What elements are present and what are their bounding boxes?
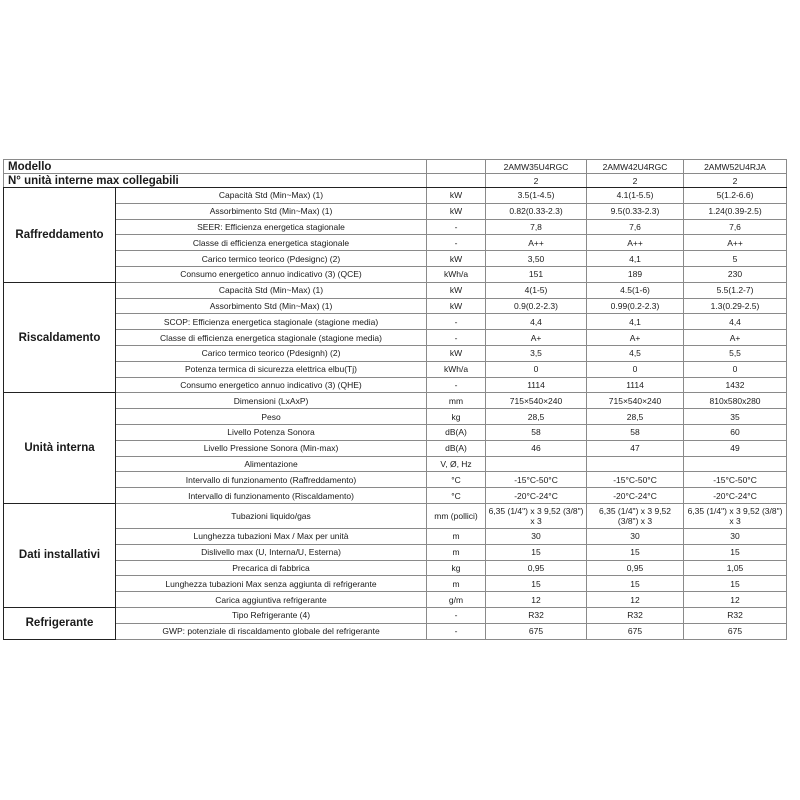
row-value: 4.1(1-5.5) [587,188,684,204]
row-unit: kW [427,298,486,314]
row-unit: - [427,314,486,330]
spec-row [4,251,787,267]
row-label: Peso [116,409,427,425]
row-label: Carica aggiuntiva refrigerante [116,592,427,608]
row-label: Assorbimento Std (Min~Max) (1) [116,203,427,219]
row-value: 0,95 [486,560,587,576]
row-value: A++ [587,235,684,251]
section-title: Unità interna [4,393,116,504]
spec-row [4,361,787,377]
spec-row [4,409,787,425]
row-value: -20°C-24°C [587,488,684,504]
row-value: 49 [684,440,787,456]
row-value: 30 [587,528,684,544]
row-unit: °C [427,488,486,504]
model-name: 2AMW52U4RJA [684,160,787,174]
row-label: Livello Pressione Sonora (Min-max) [116,440,427,456]
row-unit: mm (pollici) [427,503,486,528]
row-unit: m [427,576,486,592]
spec-row [4,456,787,472]
row-value: 675 [684,623,787,639]
row-unit: m [427,544,486,560]
spec-row [4,488,787,504]
row-unit: kWh/a [427,266,486,282]
max-units-value: 2 [587,174,684,188]
row-unit: kW [427,282,486,298]
spec-row [4,298,787,314]
row-value: -15°C-50°C [486,472,587,488]
spec-row [4,440,787,456]
row-value: 810x580x280 [684,393,787,409]
row-unit: - [427,623,486,639]
row-value: 15 [587,544,684,560]
row-unit: - [427,607,486,623]
row-unit: kW [427,345,486,361]
row-unit: - [427,377,486,393]
model-name: 2AMW35U4RGC [486,160,587,174]
row-unit: mm [427,393,486,409]
section-title: Riscaldamento [4,282,116,393]
row-label: Classe di efficienza energetica stagionale [116,235,427,251]
row-value: 0 [486,361,587,377]
row-value: 60 [684,424,787,440]
spec-table [3,159,787,640]
row-value: 58 [587,424,684,440]
spec-row [4,330,787,346]
header-row-model [4,160,787,174]
row-value: 4,1 [587,314,684,330]
row-unit: - [427,219,486,235]
row-value: 1432 [684,377,787,393]
row-value: A++ [684,235,787,251]
row-value: A+ [684,330,787,346]
row-value: 15 [684,544,787,560]
row-value: 0.82(0.33-2.3) [486,203,587,219]
spec-row [4,592,787,608]
row-value: 1.24(0.39-2.5) [684,203,787,219]
spec-row [4,345,787,361]
model-label: Modello [4,160,427,174]
row-value: 3,50 [486,251,587,267]
spec-row [4,424,787,440]
row-label: Carico termico teorico (Pdesignh) (2) [116,345,427,361]
row-unit: kWh/a [427,361,486,377]
spec-row [4,623,787,639]
row-value: 0 [684,361,787,377]
row-label: Consumo energetico annuo indicativo (3) (QHE) [116,377,427,393]
row-value: R32 [684,607,787,623]
row-label: Precarica di fabbrica [116,560,427,576]
row-value: R32 [486,607,587,623]
row-value: 12 [587,592,684,608]
row-unit: dB(A) [427,440,486,456]
row-value: 675 [486,623,587,639]
row-value: R32 [587,607,684,623]
row-value: 5(1.2-6.6) [684,188,787,204]
max-units-label: N° unità interne max collegabili [4,174,427,188]
row-value: A+ [486,330,587,346]
row-label: Alimentazione [116,456,427,472]
spec-row [4,282,787,298]
row-value: A+ [587,330,684,346]
row-label: Consumo energetico annuo indicativo (3) (QCE) [116,266,427,282]
row-value: -15°C-50°C [587,472,684,488]
row-value: 28,5 [587,409,684,425]
section-title: Dati installativi [4,503,116,607]
row-value: 4.5(1-6) [587,282,684,298]
row-value: 1,05 [684,560,787,576]
row-value: 12 [486,592,587,608]
row-value: 6,35 (1/4") x 3 9,52 (3/8") x 3 [684,503,787,528]
row-label: Classe di efficienza energetica stagionale (stagione media) [116,330,427,346]
row-label: Intervallo di funzionamento (Raffreddamento) [116,472,427,488]
row-value: 1.3(0.29-2.5) [684,298,787,314]
row-value: 4(1-5) [486,282,587,298]
row-value: 6,35 (1/4") x 3 9,52 (3/8") x 3 [587,503,684,528]
row-value: -15°C-50°C [684,472,787,488]
row-label: SCOP: Efficienza energetica stagionale (stagione media) [116,314,427,330]
row-value: -20°C-24°C [684,488,787,504]
row-value: 4,5 [587,345,684,361]
row-value: 715×540×240 [587,393,684,409]
row-value: 7,8 [486,219,587,235]
row-value: 58 [486,424,587,440]
row-value: 15 [486,576,587,592]
row-label: Tipo Refrigerante (4) [116,607,427,623]
row-label: Capacità Std (Min~Max) (1) [116,188,427,204]
row-value: 35 [684,409,787,425]
row-value: 30 [486,528,587,544]
row-value: 0.99(0.2-2.3) [587,298,684,314]
spec-row [4,219,787,235]
row-label: Carico termico teorico (Pdesignc) (2) [116,251,427,267]
row-value: 5.5(1.2-7) [684,282,787,298]
spec-row [4,503,787,528]
row-value: 12 [684,592,787,608]
spec-row [4,607,787,623]
row-unit: - [427,330,486,346]
spec-row [4,576,787,592]
row-value: 3,5 [486,345,587,361]
row-value: 5,5 [684,345,787,361]
header-unit-cell [427,160,486,174]
row-unit: kW [427,203,486,219]
row-value: 0 [587,361,684,377]
row-value: 47 [587,440,684,456]
row-label: Potenza termica di sicurezza elettrica elbu(Tj) [116,361,427,377]
section-title: Raffreddamento [4,188,116,283]
row-label: Assorbimento Std (Min~Max) (1) [116,298,427,314]
spec-row [4,528,787,544]
row-value: 4,4 [684,314,787,330]
row-value: 46 [486,440,587,456]
row-value: 7,6 [587,219,684,235]
row-unit: - [427,235,486,251]
row-value [486,456,587,472]
spec-row [4,235,787,251]
row-value: 0,95 [587,560,684,576]
row-value: 15 [486,544,587,560]
row-label: Tubazioni liquido/gas [116,503,427,528]
max-units-value: 2 [486,174,587,188]
row-value: 15 [587,576,684,592]
spec-row [4,314,787,330]
row-value: 3.5(1-4.5) [486,188,587,204]
spec-row [4,203,787,219]
row-unit: °C [427,472,486,488]
row-label: SEER: Efficienza energetica stagionale [116,219,427,235]
header-row-max-units [4,174,787,188]
row-value: 28,5 [486,409,587,425]
row-value: 4,4 [486,314,587,330]
row-label: GWP: potenziale di riscaldamento globale del refrigerante [116,623,427,639]
row-value: 6,35 (1/4") x 3 9,52 (3/8") x 3 [486,503,587,528]
row-unit: V, Ø, Hz [427,456,486,472]
row-unit: m [427,528,486,544]
row-value: 30 [684,528,787,544]
row-value: 0.9(0.2-2.3) [486,298,587,314]
row-unit: kW [427,188,486,204]
row-label: Dislivello max (U, Interna/U, Esterna) [116,544,427,560]
row-value: 675 [587,623,684,639]
max-units-value: 2 [684,174,787,188]
row-unit: kg [427,409,486,425]
row-unit: kg [427,560,486,576]
row-value [587,456,684,472]
row-value: -20°C-24°C [486,488,587,504]
row-value: 7,6 [684,219,787,235]
row-value: 4,1 [587,251,684,267]
row-value: 230 [684,266,787,282]
spec-row [4,393,787,409]
row-value: 1114 [587,377,684,393]
spec-row [4,266,787,282]
row-label: Livello Potenza Sonora [116,424,427,440]
header-unit-cell [427,174,486,188]
row-value [684,456,787,472]
spec-row [4,544,787,560]
row-value: 189 [587,266,684,282]
spec-row [4,472,787,488]
row-unit: g/m [427,592,486,608]
row-value: 151 [486,266,587,282]
model-name: 2AMW42U4RGC [587,160,684,174]
spec-row [4,188,787,204]
spec-row [4,560,787,576]
row-value: 1114 [486,377,587,393]
row-unit: kW [427,251,486,267]
row-label: Capacità Std (Min~Max) (1) [116,282,427,298]
spec-row [4,377,787,393]
row-value: 5 [684,251,787,267]
row-value: 715×540×240 [486,393,587,409]
row-label: Lunghezza tubazioni Max / Max per unità [116,528,427,544]
row-value: 15 [684,576,787,592]
row-unit: dB(A) [427,424,486,440]
section-title: Refrigerante [4,607,116,639]
row-value: A++ [486,235,587,251]
row-label: Intervallo di funzionamento (Riscaldamento) [116,488,427,504]
row-label: Dimensioni (LxAxP) [116,393,427,409]
row-label: Lunghezza tubazioni Max senza aggiunta di refrigerante [116,576,427,592]
row-value: 9.5(0.33-2.3) [587,203,684,219]
